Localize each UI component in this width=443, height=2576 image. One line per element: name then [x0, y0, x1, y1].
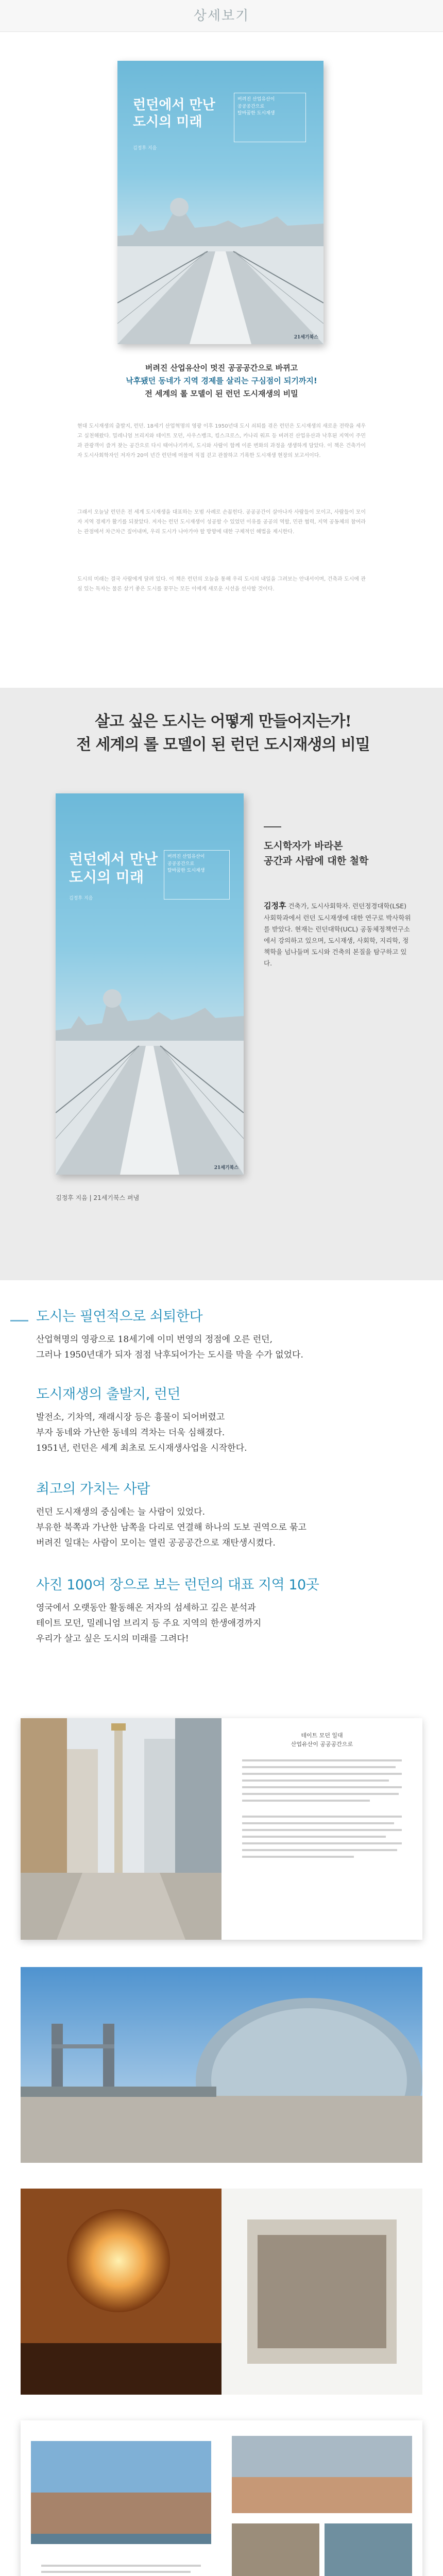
- banner-cover-subtitle-line1: 버려진 산업유산이: [167, 854, 205, 859]
- banner-cover-city-illustration: [56, 958, 244, 1175]
- spread-3-photo: [21, 2189, 422, 2395]
- banner-headline: [9, 710, 437, 756]
- point-3-line1: 런던 도시재생의 중심에는 늘 사람이 있었다.: [36, 1507, 206, 1517]
- point-1-title: 도시는 필연적으로 쇠퇴한다: [36, 1305, 202, 1325]
- spread-4-left-photo: [21, 2420, 222, 2576]
- description-paragraph-2: 그래서 오늘날 런던은 전 세계 도시재생을 대표하는 모범 사례로 손꼽힌다. 공공공간이 살아나자 사람들이 모이고, 사람들이 모이자 지역 경제가 활기를 되찾았다. 저자는 런던 도시재생이 성공할 수 있었던 이유를 공공의 역할, 민관 협력, 지역 공동체의 참여라는 관점에서 차근차근 짚어내며, 우리 도시가 나아가야 할 방향에 대한 구체적인 해법을 제시한다.: [77, 510, 366, 535]
- point-3-title: 최고의 가치는 사람: [36, 1478, 150, 1498]
- cover-subtitle-box: [234, 93, 306, 142]
- point-4-line1: 영국에서 오랫동안 활동해온 저자의 섬세하고 깊은 분석과: [36, 1603, 256, 1613]
- cover-publisher: 21세기북스: [294, 335, 318, 340]
- author-bio-text: 건축가, 도시사회학자. 런던정경대학(LSE) 사회학과에서 런던 도시재생에 대한 연구로 박사학위를 받았다. 현재는 런던대학(UCL) 공동체정책연구소에서 강의하고 있으며, 도시재생, 사회학, 지리학, 정책학을 넘나들며 도시와 건축의 본질을 탐구하고 있다.: [264, 902, 411, 967]
- point-3-line3: 버려진 일대는 사람이 모이는 열린 공공공간으로 재탄생시켰다.: [36, 1537, 276, 1548]
- author-name: 김정후: [264, 901, 286, 910]
- cover-subtitle-line1: 버려진 산업유산이: [237, 97, 275, 102]
- spread-1-page-title: [222, 1732, 422, 1749]
- point-4-line2: 테이트 모던, 밀레니엄 브리지 등 주요 지역의 한생애경까지: [36, 1618, 262, 1629]
- cover-city-illustration: [117, 174, 323, 344]
- tower-bridge-panorama: [21, 1967, 422, 2163]
- aerial-docks-illustration: [222, 2420, 422, 2576]
- point-3-line2: 부유한 북쪽과 가난한 남쪽을 다리로 연결해 하나의 도보 권역으로 묶고: [36, 1522, 306, 1533]
- tagline-line1: 버려진 산업유산이 멋진 공공공간으로 바뀌고: [145, 363, 298, 372]
- header-title: 상세보기: [193, 8, 250, 24]
- banner-caption-line1: 도시학자가 바라본: [264, 840, 343, 852]
- square-column-illustration: [21, 1718, 222, 1940]
- spread-1-photo: [21, 1718, 222, 1940]
- description-paragraph-3: 도시의 미래는 결국 사람에게 달려 있다. 이 책은 런던의 오늘을 통해 우리 도시의 내일을 그려보는 안내서이며, 건축과 도시에 관심 있는 독자는 물론 살기 좋은 도시를 꿈꾸는 모든 이에게 새로운 시선을 선사할 것이다.: [77, 577, 366, 592]
- point-2-line3: 1951년, 런던은 세계 최초로 도시재생사업을 시작한다.: [36, 1443, 247, 1453]
- point-1-line2: 그러나 1950년대가 되자 점점 낙후되어가는 도시를 막을 수가 없었다.: [36, 1349, 303, 1360]
- point-1-body: [36, 1332, 417, 1363]
- point-2-title: 도시재생의 출발지, 런던: [36, 1383, 180, 1403]
- point-1-line1: 산업혁명의 영광으로 18세기에 이미 번영의 정점에 오른 런던,: [36, 1334, 272, 1345]
- spread-2-photo: [21, 1967, 422, 2163]
- banner-cover-author: 김정후 지음: [69, 896, 93, 901]
- banner-cover-subtitle-box: [164, 850, 230, 900]
- book-cover-banner: [56, 793, 244, 1175]
- tagline-line3: 전 세계의 롤 모델이 된 런던 도시재생의 비밀: [145, 388, 298, 398]
- tagline-line2: 낙후됐던 동네가 지역 경제를 살리는 구심점이 되기까지!: [126, 376, 317, 385]
- banner-cover-subtitle-line2: 공공공간으로: [167, 861, 195, 867]
- spread-4-right-photo: [222, 2420, 422, 2576]
- point-4-body: [36, 1601, 417, 1647]
- cover-title-line1: 런던에서 만난: [133, 97, 215, 113]
- banner-caption: [264, 839, 368, 868]
- spread-1-text-page: [222, 1718, 422, 1940]
- spread-1-body-lines: [242, 1759, 402, 1862]
- author-bio: [264, 899, 413, 969]
- point-4-title: 사진 100여 장으로 보는 런던의 대표 지역 10곳: [36, 1573, 319, 1594]
- cover-subtitle-line2: 공공공간으로: [237, 104, 265, 109]
- banner-cover-title-line1: 런던에서 만난: [69, 851, 158, 868]
- banner-cover-title-line2: 도시의 미래: [69, 869, 144, 886]
- banner-caption-line2: 공간과 사람에 대한 철학: [264, 855, 369, 867]
- book-tagline: [0, 362, 443, 400]
- cover-author: 김정후 지음: [133, 146, 157, 151]
- spread-page-title-line2: 산업유산이 공공공간으로: [291, 1740, 353, 1748]
- caption-rule: [264, 826, 281, 827]
- description-paragraph-1: 현대 도시재생의 출발지, 런던. 18세기 산업혁명의 영광 이후 1950년대 도시 쇠퇴를 겪은 런던은 도시재생의 새로운 전략을 세우고 실천해왔다. 밀레니엄 브리지와 테이트 모던, 사우스뱅크, 킹스크로스, 카나리 워프 등 버려진 산업유산과 낙후된 지역이 주민과 관광객이 즐겨 찾는 공간으로 다시 태어나기까지, 도시와 사람이 함께 이룬 변화의 과정을 생생하게 담았다. 이 책은 건축가이자 도시사회학자인 저자가 20여 년간 런던에 머물며 직접 걷고 관찰하고 기록한 도시재생 현장의 보고서이다.: [77, 423, 366, 459]
- point-3-body: [36, 1505, 417, 1551]
- point-2-line1: 발전소, 기차역, 재래시장 등은 흉물이 되어버렸고: [36, 1412, 225, 1422]
- banner-cover-title: [69, 850, 158, 886]
- cover-title: [133, 97, 215, 130]
- riverside-buildings-illustration: [21, 2420, 222, 2576]
- detail-header: [0, 0, 443, 32]
- book-cover-top: [117, 61, 323, 344]
- point-2-body: [36, 1410, 417, 1456]
- banner-headline-line2: 전 세계의 롤 모델이 된 런던 도시재생의 비밀: [76, 736, 370, 754]
- spread-page-title-line1: 테이트 모던 일대: [301, 1732, 343, 1739]
- banner-headline-line1: 살고 싶은 도시는 어떻게 만들어지는가!: [95, 713, 351, 731]
- book-credit: 김정후 지음 | 21세기북스 펴냄: [56, 1194, 140, 1201]
- banner-cover-subtitle-line3: 탈바꿈한 도시재생: [167, 868, 205, 873]
- cover-subtitle-line3: 탈바꿈한 도시재생: [237, 111, 275, 116]
- point-2-line2: 부자 동네와 가난한 동네의 격차는 더욱 심해졌다.: [36, 1427, 225, 1438]
- cover-title-line2: 도시의 미래: [133, 114, 202, 130]
- banner-cover-publisher: 21세기북스: [214, 1165, 238, 1171]
- turbine-hall-sun-installation: [21, 2189, 422, 2395]
- point-1-bar: [10, 1320, 28, 1321]
- point-4-line3: 우리가 살고 싶은 도시의 미래를 그려다!: [36, 1633, 189, 1644]
